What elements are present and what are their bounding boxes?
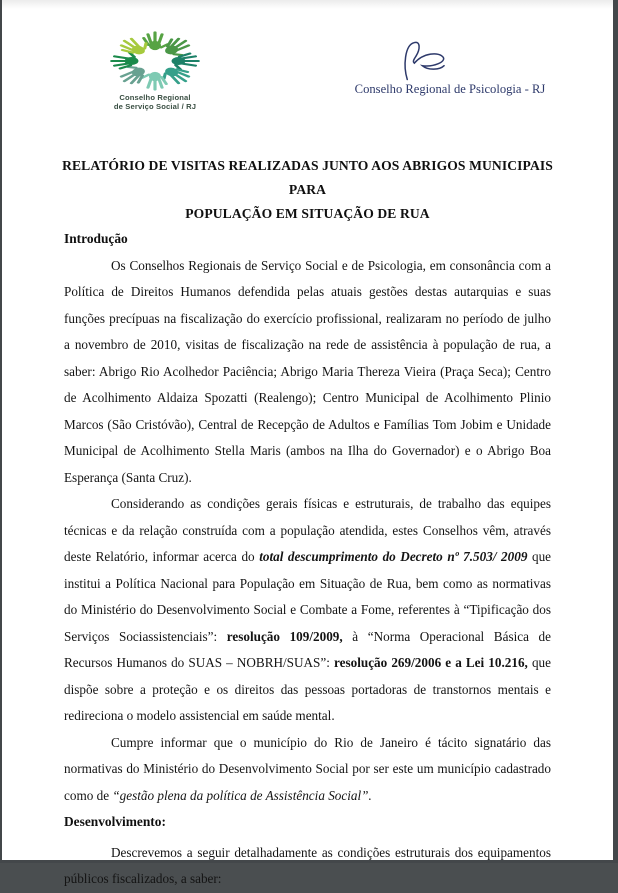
title-line-1: RELATÓRIO DE VISITAS REALIZADAS JUNTO AOS ABRIGOS MUNICIPAIS PARA	[62, 158, 553, 197]
section-heading-introducao: Introdução	[64, 231, 128, 246]
hands-circle-icon	[108, 30, 202, 92]
cress-logo-caption	[94, 94, 216, 111]
paragraph-2-seg-1: total descumprimento do Decreto nº 7.503/ 2009	[259, 549, 528, 564]
paragraph-2-seg-2: que institui a Política Nacional para População em Situação de Rua, bem como as normativas do Ministério do Desenvolvimento Social e Combate a Fome, referentes à “Tipificação dos Serviços Sociassistenciais”:	[64, 549, 552, 644]
document-body	[64, 226, 551, 893]
paragraph-4	[64, 840, 551, 893]
crp-logo-caption: Conselho Regional de Psicologia - RJ	[354, 82, 546, 96]
cress-rj-logo	[94, 30, 216, 111]
document-header	[2, 0, 613, 128]
psi-flourish-icon	[391, 36, 457, 82]
paragraph-3-seg-1: “gestão plena da política de Assistência Social”.	[112, 787, 372, 803]
section-heading-desenvolvimento: Desenvolvimento:	[64, 814, 166, 829]
crp-rj-logo	[349, 36, 551, 96]
paragraph-2-seg-5: resolução 269/2006 e a Lei 10.216,	[334, 655, 528, 670]
cress-caption-line1: Conselho Regional	[119, 93, 191, 102]
paragraph-2-seg-0: Considerando as condições gerais físicas e estruturais, de trabalho das equipes técnicas e da relação construída com a população atendida, estes Conselhos vêm, através deste Relatório, informar acerca do	[64, 496, 551, 564]
paragraph-2-seg-6: que dispõe sobre a proteção e os direitos das pessoas portadoras de transtornos mentais e redireciona o modelo assistencial em saúde mental.	[64, 655, 551, 723]
paragraph-1-text: Os Conselhos Regionais de Serviço Social e de Psicologia, em consonância com a Política de Direitos Humanos defendida pelas atuais gestões destas autarquias e suas funções precípuas na fiscalização do exercício profissional, realizaram no período de julho a novembro de 2010, visitas de fiscalização na rede de assistência à população de rua, a saber: Abrigo Rio Acolhedor Paciência; Abrigo Maria Thereza Vieira (Praça Seca); Centro de Acolhimento Aldaiza Spozatti (Realengo); Centro Municipal de Acolhimento Plinio Marcos (São Cristóvão), Central de Recepção de Adultos e Famílias Tom Jobim e Unidade Municipal de Acolhimento Stella Maris (ambos na Ilha do Governador) e o Abrigo Boa Esperança (Santa Cruz).	[64, 257, 551, 485]
cress-caption-line2: de Serviço Social / RJ	[113, 101, 197, 111]
paragraph-2	[64, 491, 551, 730]
paragraph-2-seg-4: à “Norma Operacional Básica de Recursos Humanos do SUAS – NOBRH/SUAS”:	[64, 628, 551, 670]
paragraph-3-seg-0: Cumpre informar que o município do Rio de Janeiro é tácito signatário das normativas do Ministério do Desenvolvimento Social por ser este um município cadastrado como de	[64, 734, 551, 803]
paragraph-1	[64, 253, 551, 492]
paragraph-3	[64, 730, 551, 810]
paragraph-4-text: Descrevemos a seguir detalhadamente as condições estruturais dos equipamentos públicos fiscalizados, a saber:	[64, 844, 551, 886]
paragraph-2-seg-3: resolução 109/2009,	[226, 628, 343, 644]
title-line-2: POPULAÇÃO EM SITUAÇÃO DE RUA	[185, 206, 430, 221]
document-title	[60, 154, 555, 226]
